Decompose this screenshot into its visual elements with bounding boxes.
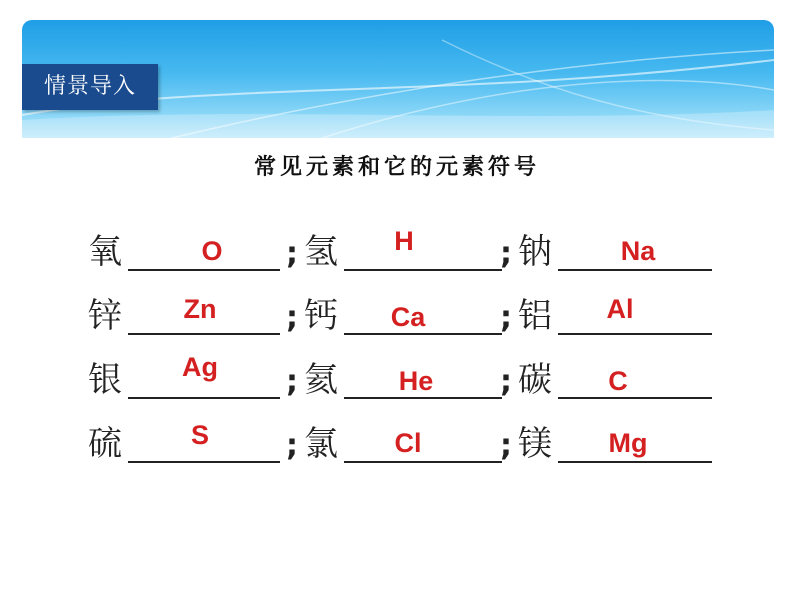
page-title: 常见元素和它的元素符号 — [253, 154, 540, 180]
element-symbol: Zn — [183, 294, 217, 324]
element-symbol: H — [394, 226, 414, 256]
separator: ; — [500, 300, 512, 335]
element-symbol: Ag — [182, 352, 218, 382]
element-symbol: He — [398, 366, 434, 396]
answer-blank — [128, 397, 280, 399]
element-symbol: C — [608, 366, 628, 396]
element-name: 锌 — [88, 296, 122, 336]
answer-blank — [344, 397, 502, 399]
separator: ; — [500, 364, 512, 399]
separator: ; — [500, 236, 512, 271]
element-name: 硫 — [88, 424, 122, 464]
element-symbol: Ca — [390, 302, 426, 332]
separator: ; — [500, 428, 512, 463]
separator: ; — [286, 428, 298, 463]
answer-blank — [344, 461, 502, 463]
separator: ; — [286, 236, 298, 271]
answer-blank — [558, 333, 712, 335]
element-symbol: Al — [606, 294, 634, 324]
element-symbol: Mg — [608, 428, 648, 458]
element-name: 钠 — [518, 232, 552, 272]
element-name: 钙 — [304, 296, 338, 336]
element-name: 镁 — [518, 424, 552, 464]
element-name: 银 — [88, 360, 122, 400]
element-name: 氦 — [304, 360, 338, 400]
element-name: 氧 — [88, 232, 122, 272]
answer-blank — [128, 333, 280, 335]
element-name: 氯 — [304, 424, 338, 464]
answer-blank — [128, 461, 280, 463]
element-name: 氢 — [304, 232, 338, 272]
element-name: 碳 — [518, 360, 552, 400]
element-symbol: Cl — [394, 428, 422, 458]
answer-blank — [558, 269, 712, 271]
answer-blank — [344, 269, 502, 271]
element-symbol: S — [190, 420, 209, 450]
separator: ; — [286, 300, 298, 335]
element-symbol: Na — [620, 236, 656, 266]
answer-blank — [558, 461, 712, 463]
answer-blank — [344, 333, 502, 335]
separator: ; — [286, 364, 298, 399]
section-badge: 情景导入 — [22, 64, 158, 110]
element-symbol: O — [201, 236, 223, 266]
answer-blank — [558, 397, 712, 399]
answer-blank — [128, 269, 280, 271]
element-name: 铝 — [518, 296, 552, 336]
